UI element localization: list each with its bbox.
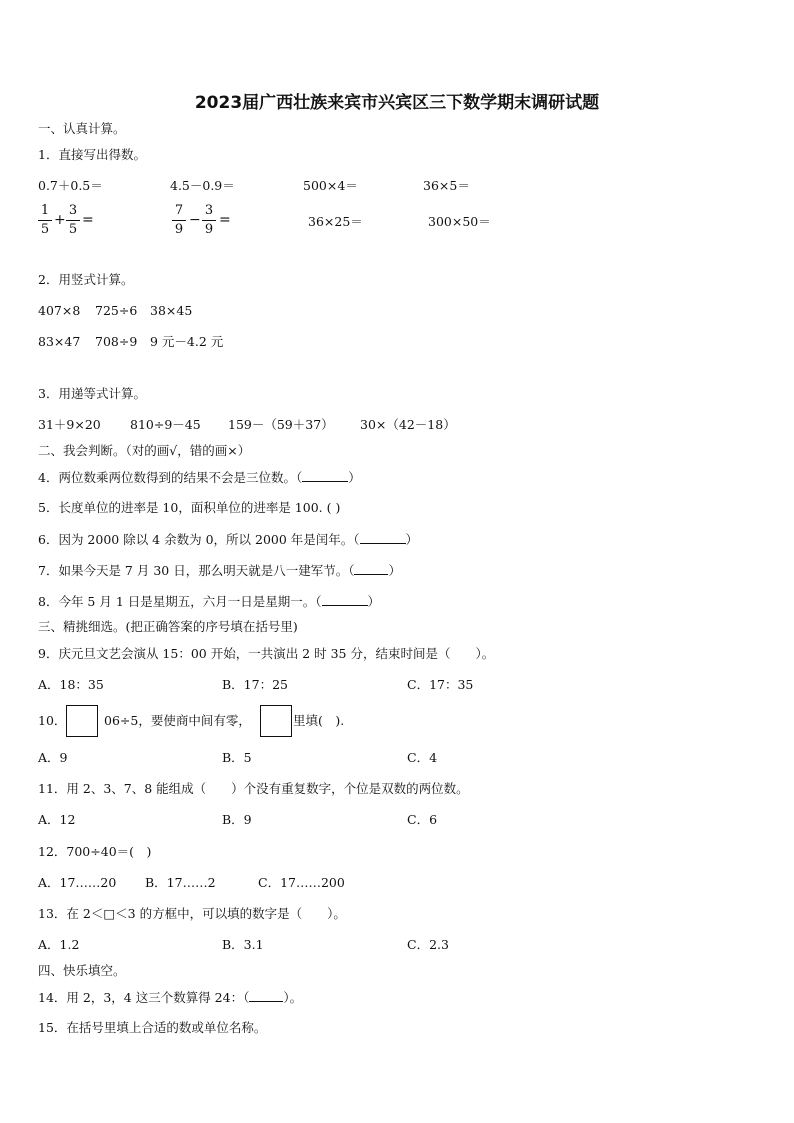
fraction	[172, 203, 186, 238]
option-b[interactable]: B．17……2	[145, 875, 216, 890]
vertical-calc-item: 708÷9	[95, 334, 138, 349]
stepwise-calc-item: 810÷9－45	[130, 417, 201, 432]
numerator: 3	[68, 203, 78, 218]
calc-item: 300×50＝	[428, 214, 491, 229]
calc-item: 500×4＝	[303, 178, 358, 193]
question-text: 8．今年 5 月 1 日是星期五，六月一日是星期一。（	[38, 594, 322, 609]
fraction	[202, 203, 216, 238]
option-a[interactable]: A．12	[38, 812, 76, 827]
question-10-number: 10．	[38, 713, 67, 728]
denominator: 9	[204, 222, 214, 237]
equals-sign: =	[82, 212, 94, 228]
question-3-label: 3．用递等式计算。	[38, 386, 146, 401]
option-b[interactable]: B．5	[222, 750, 252, 765]
question-13: 13．在 2＜□＜3 的方框中，可以填的数字是（ ）。	[38, 906, 346, 921]
option-c[interactable]: C．17……200	[258, 875, 345, 890]
section-1-heading: 一、认真计算。	[38, 121, 126, 136]
question-15: 15．在括号里填上合适的数或单位名称。	[38, 1020, 267, 1035]
numerator: 3	[204, 203, 214, 218]
answer-blank[interactable]	[249, 989, 283, 1002]
question-text: 14．用 2，3，4 这三个数算得 24：（	[38, 990, 250, 1005]
question-2-label: 2．用竖式计算。	[38, 272, 134, 287]
option-c[interactable]: C．17：35	[407, 677, 474, 692]
denominator: 5	[68, 222, 78, 237]
answer-blank[interactable]	[322, 593, 368, 606]
answer-blank[interactable]	[360, 531, 406, 544]
question-5: 5．长度单位的进率是 10，面积单位的进率是 100. ( )	[38, 500, 341, 515]
bracket-close: ）	[405, 532, 419, 547]
numerator: 1	[40, 203, 50, 218]
question-text: 7．如果今天是 7 月 30 日，那么明天就是八一建军节。（	[38, 563, 355, 578]
vertical-calc-item: 9 元－4.2 元	[150, 334, 224, 349]
calc-item: 0.7＋0.5＝	[38, 178, 103, 193]
operator: −	[189, 212, 201, 228]
question-14	[38, 989, 302, 1006]
vertical-calc-item: 725÷6	[95, 303, 138, 318]
question-10-text: 06÷5，要使商中间有零，	[104, 713, 251, 728]
option-c[interactable]: C．6	[407, 812, 438, 827]
denominator: 5	[40, 222, 50, 237]
page-title: 2023届广西壮族来宾市兴宾区三下数学期末调研试题	[194, 93, 600, 113]
answer-blank[interactable]	[354, 562, 388, 575]
digit-box[interactable]	[260, 705, 292, 737]
numerator: 7	[174, 203, 184, 218]
fraction	[38, 203, 52, 238]
question-10-suffix: 里填( ).	[293, 713, 345, 728]
option-a[interactable]: A．18：35	[38, 677, 104, 692]
vertical-calc-item: 407×8	[38, 303, 81, 318]
question-4	[38, 469, 361, 486]
option-b[interactable]: B．3.1	[222, 937, 264, 952]
option-b[interactable]: B．17：25	[222, 677, 288, 692]
option-c[interactable]: C．4	[407, 750, 438, 765]
fraction	[66, 203, 80, 238]
stepwise-calc-item: 30×（42－18）	[360, 417, 456, 432]
question-1-label: 1．直接写出得数。	[38, 147, 146, 162]
question-6	[38, 531, 418, 548]
section-3-heading: 三、精挑细选。(把正确答案的序号填在括号里)	[38, 619, 298, 634]
option-a[interactable]: A．1.2	[38, 937, 80, 952]
question-9: 9．庆元旦文艺会演从 15：00 开始，一共演出 2 时 35 分，结束时间是（ ）。	[38, 646, 495, 661]
calc-item: 36×25＝	[308, 214, 363, 229]
option-a[interactable]: A．17……20	[38, 875, 117, 890]
equals-sign: =	[219, 212, 231, 228]
option-a[interactable]: A．9	[38, 750, 68, 765]
question-12: 12．700÷40＝( )	[38, 844, 152, 859]
option-b[interactable]: B．9	[222, 812, 252, 827]
vertical-calc-item: 38×45	[150, 303, 193, 318]
bracket-close: ）	[348, 470, 361, 485]
stepwise-calc-item: 31＋9×20	[38, 417, 101, 432]
question-text: 4．两位数乘两位数得到的结果不会是三位数。（	[38, 470, 303, 485]
section-2-heading: 二、我会判断。（对的画√，错的画×）	[38, 443, 251, 458]
vertical-calc-item: 83×47	[38, 334, 81, 349]
operator: +	[54, 212, 66, 228]
option-c[interactable]: C．2.3	[407, 937, 449, 952]
bracket-close: ）	[367, 594, 381, 609]
denominator: 9	[174, 222, 184, 237]
calc-item: 4.5－0.9＝	[170, 178, 235, 193]
section-4-heading: 四、快乐填空。	[38, 963, 126, 978]
digit-box[interactable]	[66, 705, 98, 737]
bracket-close: ）	[388, 563, 401, 578]
question-7	[38, 562, 401, 579]
bracket-close: ）。	[283, 990, 303, 1005]
question-8	[38, 593, 380, 610]
calc-item: 36×5＝	[423, 178, 470, 193]
answer-blank[interactable]	[302, 469, 348, 482]
question-text: 6．因为 2000 除以 4 余数为 0，所以 2000 年是闰年。（	[38, 532, 360, 547]
question-11: 11．用 2、3、7、8 能组成（ ）个没有重复数字，个位是双数的两位数。	[38, 781, 469, 796]
stepwise-calc-item: 159－（59＋37）	[228, 417, 334, 432]
